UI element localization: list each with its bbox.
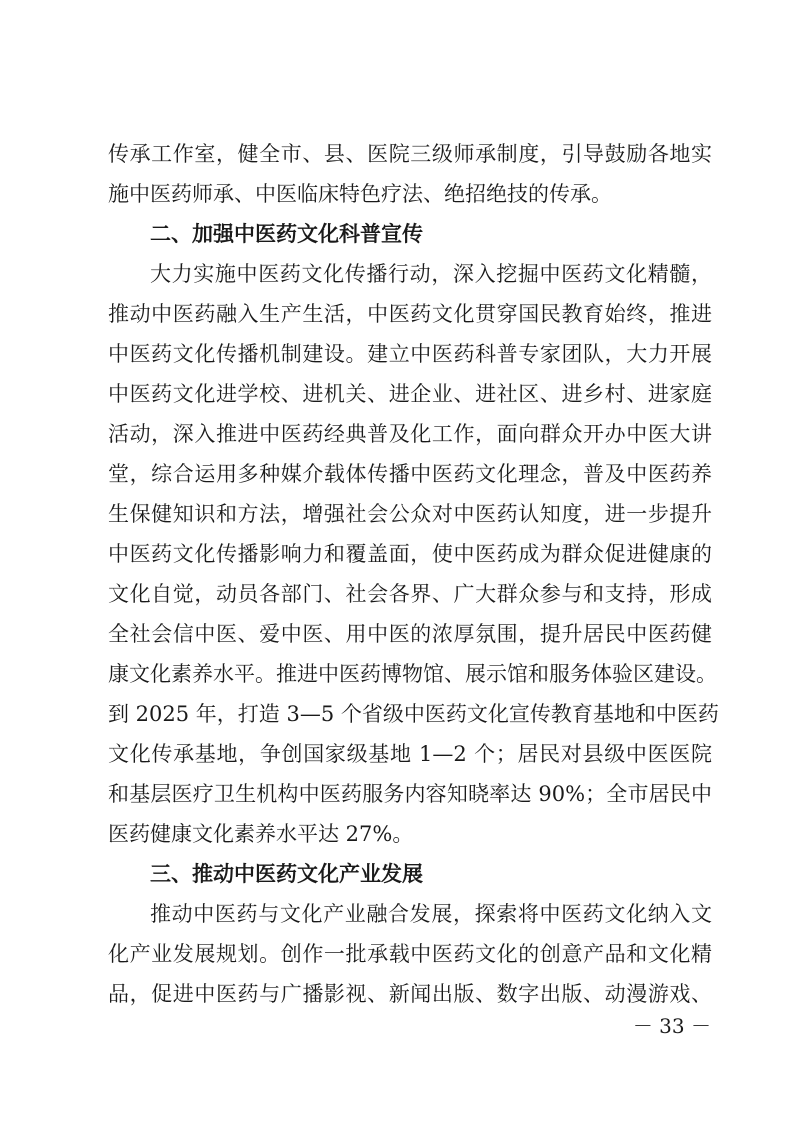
- document-body: [108, 134, 719, 1014]
- text-line: 到 2025 年，打造 3—5 个省级中医药文化宣传教育基地和中医药: [108, 702, 719, 726]
- paragraph-continued: [108, 134, 712, 214]
- text-line: 施中医药师承、中医临床特色疗法、绝招绝技的传承。: [108, 182, 612, 206]
- text-line: 堂，综合运用多种媒介载体传播中医药文化理念，普及中医药养: [108, 462, 712, 486]
- text-line: 医药健康文化素养水平达 27%。: [108, 822, 414, 846]
- text-line: 品，促进中医药与广播影视、新闻出版、数字出版、动漫游戏、: [108, 982, 712, 1006]
- text-line: 化产业发展规划。创作一批承载中医药文化的创意产品和文化精: [108, 942, 712, 966]
- text-line: 文化自觉，动员各部门、社会各界、广大群众参与和支持，形成: [108, 582, 712, 606]
- text-line: 康文化素养水平。推进中医药博物馆、展示馆和服务体验区建设。: [108, 662, 717, 686]
- section-heading-2: 二、加强中医药文化科普宣传: [150, 222, 423, 246]
- text-line: 推动中医药与文化产业融合发展，探索将中医药文化纳入文: [150, 902, 712, 926]
- text-line: 和基层医疗卫生机构中医药服务内容知晓率达 90%；全市居民中: [108, 782, 712, 806]
- text-line: 文化传承基地，争创国家级基地 1—2 个；居民对县级中医医院: [108, 742, 712, 766]
- text-line: 大力实施中医药文化传播行动，深入挖掘中医药文化精髓，: [150, 262, 712, 286]
- text-line: 活动，深入推进中医药经典普及化工作，面向群众开办中医大讲: [108, 422, 712, 446]
- text-line: 中医药文化传播机制建设。建立中医药科普专家团队，大力开展: [108, 342, 712, 366]
- text-line: 推动中医药融入生产生活，中医药文化贯穿国民教育始终，推进: [108, 302, 712, 326]
- section-2-paragraph: [108, 254, 719, 854]
- text-line: 传承工作室，健全市、县、医院三级师承制度，引导鼓励各地实: [108, 142, 712, 166]
- text-line: 生保健知识和方法，增强社会公众对中医药认知度，进一步提升: [108, 502, 712, 526]
- section-3-paragraph: [108, 894, 712, 1014]
- text-line: 中医药文化进学校、进机关、进企业、进社区、进乡村、进家庭: [108, 382, 712, 406]
- section-heading-3: 三、推动中医药文化产业发展: [150, 862, 423, 886]
- text-line: 中医药文化传播影响力和覆盖面，使中医药成为群众促进健康的: [108, 542, 712, 566]
- page-number: － 33 －: [632, 1014, 711, 1038]
- text-line: 全社会信中医、爱中医、用中医的浓厚氛围，提升居民中医药健: [108, 622, 712, 646]
